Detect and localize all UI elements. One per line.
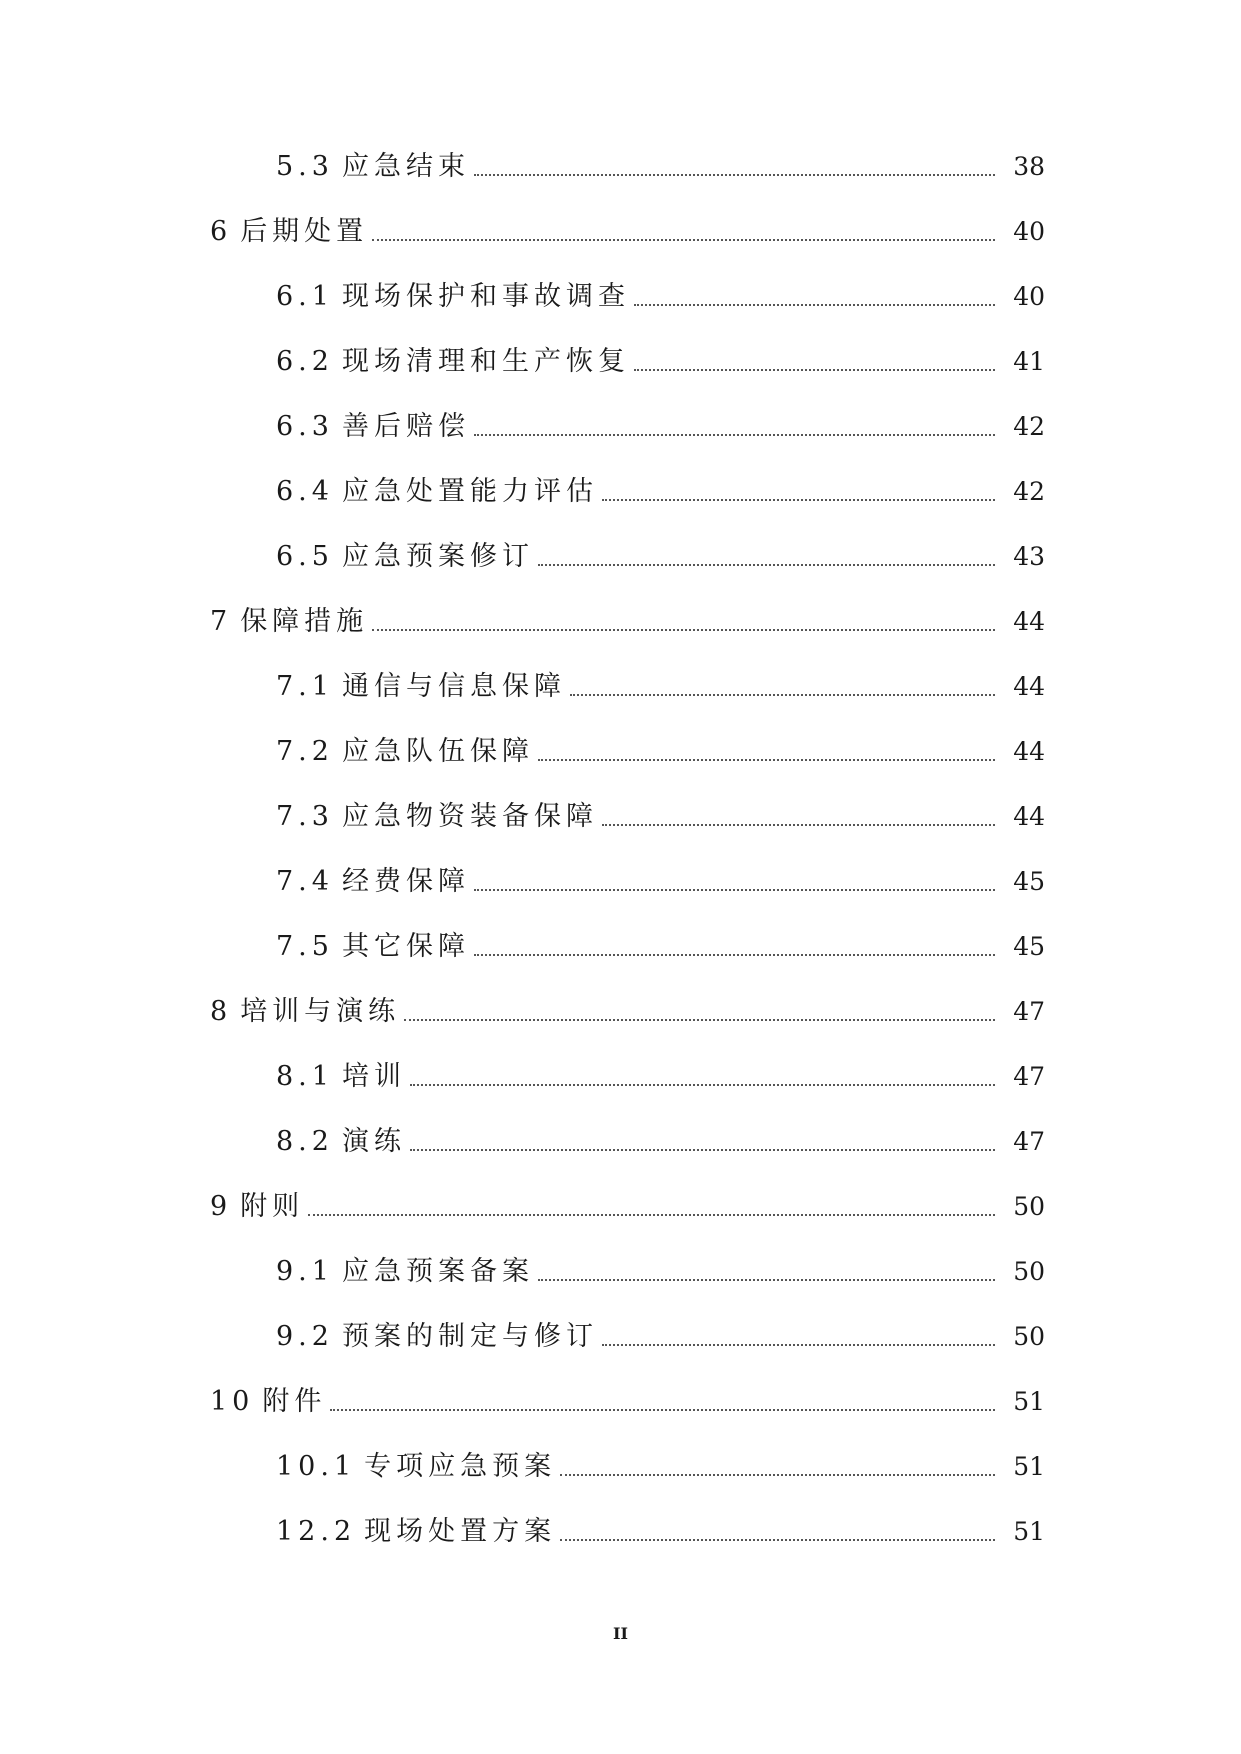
toc-entry-page: 44	[1013, 802, 1045, 831]
toc-entry-page: 40	[1013, 282, 1045, 311]
toc-entry-title: 通信与信息保障	[341, 671, 566, 702]
toc-entry-title: 附件	[262, 1386, 327, 1417]
toc-entry-number: 8.1	[276, 1061, 334, 1092]
toc-entry-number: 12.2	[276, 1516, 357, 1547]
toc-entry-number: 7.4	[276, 866, 334, 897]
toc-entry-number: 7.3	[276, 801, 334, 832]
toc-entry-page: 44	[1013, 672, 1045, 701]
toc-entry-title: 培训	[341, 1061, 406, 1092]
toc-dot-leader	[602, 800, 995, 826]
toc-entry-title: 其它保障	[341, 931, 470, 962]
toc-dot-leader	[634, 280, 995, 306]
toc-entry[interactable]	[0, 150, 1241, 215]
toc-dot-leader	[538, 735, 995, 761]
toc-entry[interactable]	[0, 410, 1241, 475]
toc-entry-title: 演练	[341, 1126, 406, 1157]
toc-entry-number: 6.2	[276, 346, 334, 377]
toc-entry-title: 应急处置能力评估	[341, 476, 598, 507]
toc-entry-number: 6	[210, 216, 233, 247]
toc-entry[interactable]	[0, 1060, 1241, 1125]
toc-entry-title: 现场保护和事故调查	[341, 281, 630, 312]
toc-entry-title: 现场清理和生产恢复	[341, 346, 630, 377]
toc-dot-leader	[308, 1190, 995, 1216]
toc-dot-leader	[474, 410, 995, 436]
toc-entry-number: 6.5	[276, 541, 334, 572]
toc-entry-title: 经费保障	[341, 866, 470, 897]
toc-dot-leader	[474, 930, 995, 956]
toc-entry-title: 预案的制定与修订	[341, 1321, 598, 1352]
toc-entry-page: 51	[1013, 1452, 1045, 1481]
toc-entry-title: 应急物资装备保障	[341, 801, 598, 832]
toc-entry-number: 9.2	[276, 1321, 334, 1352]
toc-entry[interactable]	[0, 1385, 1241, 1450]
toc-entry-page: 38	[1013, 152, 1045, 181]
toc-entry[interactable]	[0, 735, 1241, 800]
toc-entry-page: 47	[1013, 997, 1045, 1026]
table-of-contents	[0, 150, 1241, 1580]
toc-entry[interactable]	[0, 1125, 1241, 1190]
toc-entry[interactable]	[0, 1190, 1241, 1255]
toc-entry-page: 42	[1013, 477, 1045, 506]
toc-entry[interactable]	[0, 1450, 1241, 1515]
toc-dot-leader	[330, 1385, 995, 1411]
toc-entry[interactable]	[0, 930, 1241, 995]
toc-entry[interactable]	[0, 345, 1241, 410]
toc-entry-title: 应急结束	[341, 151, 470, 182]
toc-dot-leader	[410, 1060, 995, 1086]
toc-entry[interactable]	[0, 1515, 1241, 1580]
toc-entry-number: 10.1	[276, 1451, 357, 1482]
toc-entry-title: 专项应急预案	[364, 1451, 557, 1482]
toc-entry-title: 应急预案修订	[341, 541, 534, 572]
toc-entry-number: 7.2	[276, 736, 334, 767]
toc-entry-page: 40	[1013, 217, 1045, 246]
toc-entry[interactable]	[0, 605, 1241, 670]
toc-entry-number: 9.1	[276, 1256, 334, 1287]
toc-entry-number: 7.5	[276, 931, 334, 962]
toc-entry[interactable]	[0, 1255, 1241, 1320]
toc-entry[interactable]	[0, 995, 1241, 1060]
toc-dot-leader	[602, 1320, 995, 1346]
toc-entry-number: 6.4	[276, 476, 334, 507]
toc-dot-leader	[410, 1125, 995, 1151]
toc-entry-page: 44	[1013, 737, 1045, 766]
toc-entry-number: 8	[210, 996, 233, 1027]
toc-entry-page: 44	[1013, 607, 1045, 636]
toc-entry-page: 50	[1013, 1257, 1045, 1286]
toc-entry[interactable]	[0, 475, 1241, 540]
toc-dot-leader	[474, 865, 995, 891]
toc-entry-page: 45	[1013, 932, 1045, 961]
toc-entry[interactable]	[0, 540, 1241, 605]
page-number: II	[613, 1624, 628, 1643]
toc-entry-number: 8.2	[276, 1126, 334, 1157]
toc-entry-page: 47	[1013, 1062, 1045, 1091]
toc-dot-leader	[538, 1255, 995, 1281]
toc-dot-leader	[474, 150, 995, 176]
toc-dot-leader	[560, 1515, 995, 1541]
toc-entry[interactable]	[0, 280, 1241, 345]
toc-entry-number: 9	[210, 1191, 233, 1222]
toc-entry-number: 7	[210, 606, 233, 637]
toc-entry-page: 43	[1013, 542, 1045, 571]
toc-dot-leader	[538, 540, 995, 566]
toc-entry[interactable]	[0, 670, 1241, 735]
toc-entry-title: 善后赔偿	[341, 411, 470, 442]
toc-entry-page: 51	[1013, 1517, 1045, 1546]
toc-entry[interactable]	[0, 215, 1241, 280]
toc-dot-leader	[634, 345, 995, 371]
toc-dot-leader	[570, 670, 995, 696]
toc-entry-page: 50	[1013, 1322, 1045, 1351]
toc-entry-page: 45	[1013, 867, 1045, 896]
toc-dot-leader	[560, 1450, 995, 1476]
toc-entry-title: 培训与演练	[240, 996, 401, 1027]
toc-entry-page: 50	[1013, 1192, 1045, 1221]
toc-entry-page: 42	[1013, 412, 1045, 441]
toc-dot-leader	[372, 215, 995, 241]
toc-entry-number: 5.3	[276, 151, 334, 182]
toc-entry-number: 6.3	[276, 411, 334, 442]
toc-entry-title: 附则	[240, 1191, 305, 1222]
toc-dot-leader	[602, 475, 995, 501]
toc-entry-title: 应急预案备案	[341, 1256, 534, 1287]
toc-entry-page: 47	[1013, 1127, 1045, 1156]
toc-entry-page: 51	[1013, 1387, 1045, 1416]
toc-dot-leader	[372, 605, 995, 631]
toc-entry[interactable]	[0, 800, 1241, 865]
toc-dot-leader	[404, 995, 995, 1021]
toc-entry-number: 7.1	[276, 671, 334, 702]
toc-entry[interactable]	[0, 1320, 1241, 1385]
toc-entry-page: 41	[1013, 347, 1045, 376]
toc-entry-title: 应急队伍保障	[341, 736, 534, 767]
toc-entry-title: 现场处置方案	[364, 1516, 557, 1547]
toc-entry-title: 保障措施	[240, 606, 369, 637]
toc-entry-number: 6.1	[276, 281, 334, 312]
toc-entry-title: 后期处置	[240, 216, 369, 247]
toc-entry-number: 10	[210, 1386, 255, 1417]
page-number-footer	[0, 1624, 1241, 1643]
toc-entry[interactable]	[0, 865, 1241, 930]
